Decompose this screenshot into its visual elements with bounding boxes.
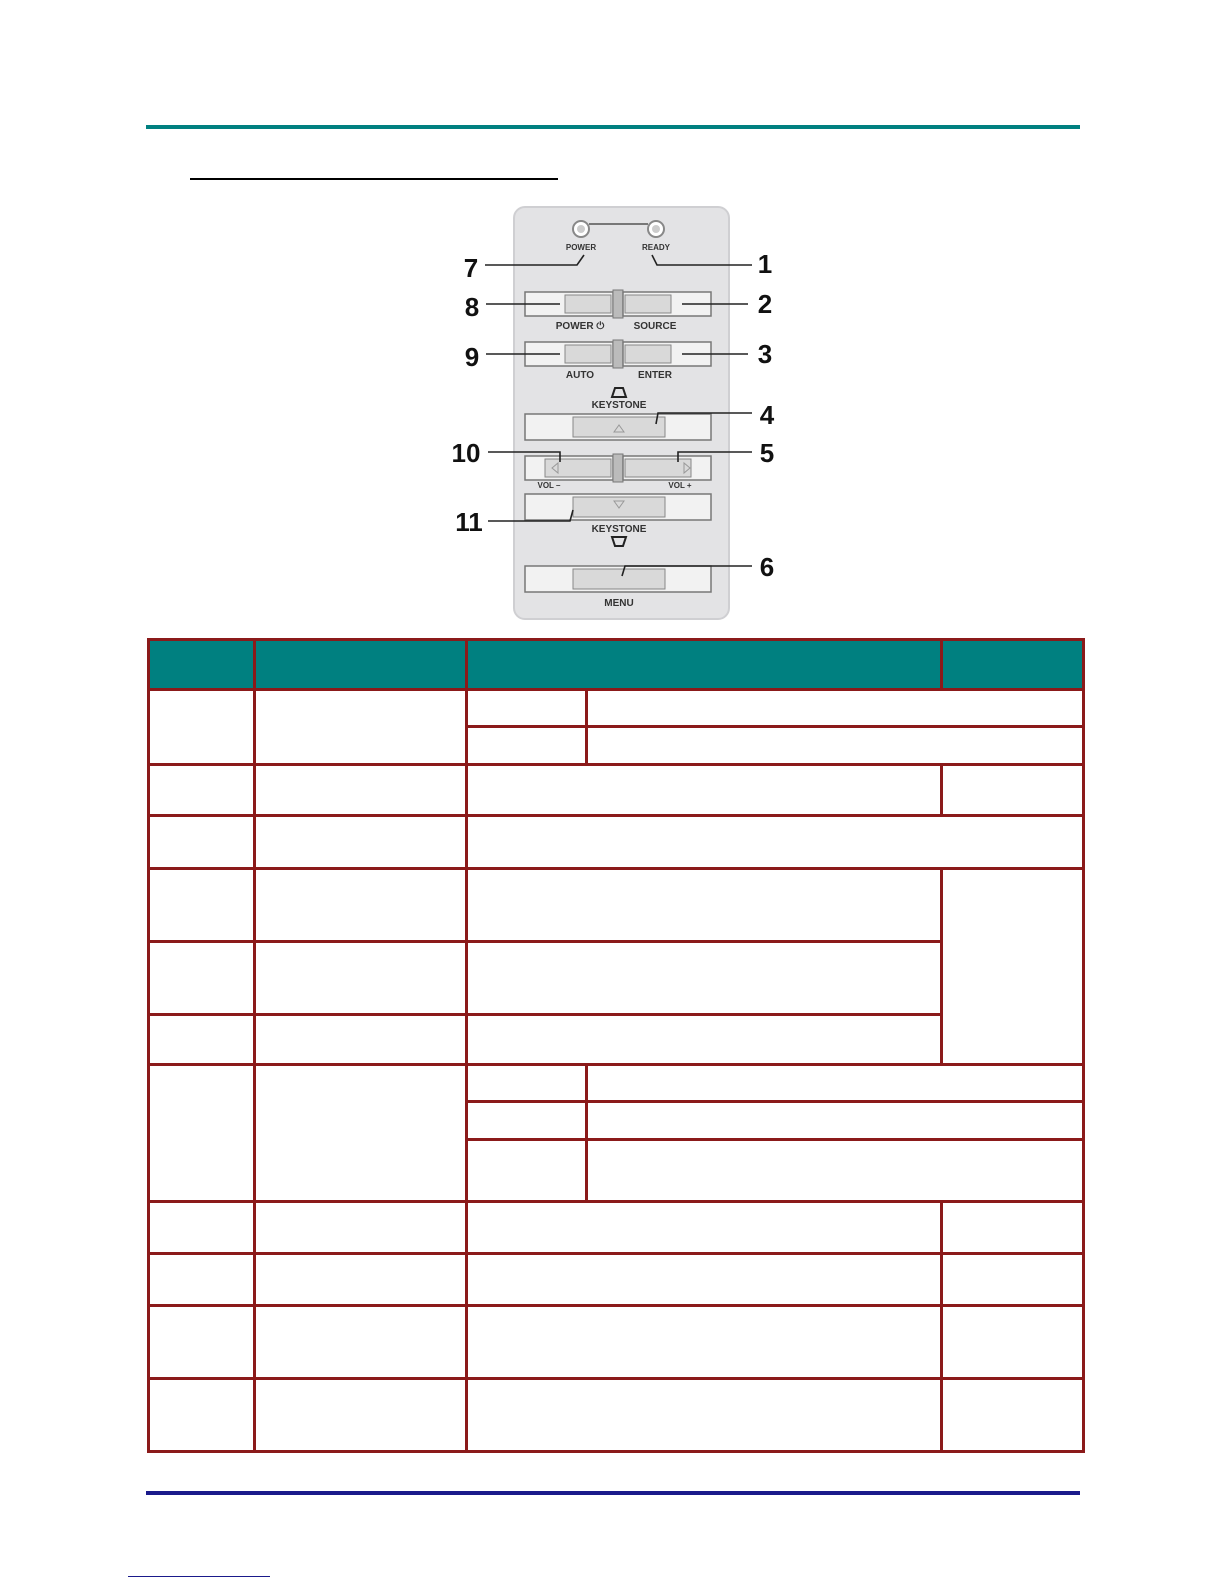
table-cell — [255, 941, 467, 1014]
table-cell — [467, 689, 587, 727]
table-cell — [149, 868, 255, 941]
table-cell — [587, 689, 1084, 727]
source-button-label: SOURCE — [633, 321, 677, 332]
callout-6: 6 — [759, 552, 775, 582]
table-cell — [467, 1305, 942, 1378]
table-row — [149, 1253, 1084, 1305]
table-cell — [467, 1139, 587, 1201]
table-cell — [467, 868, 942, 941]
keystone-bottom-label: KEYSTONE — [591, 524, 647, 535]
table-cell — [587, 1064, 1084, 1102]
table-cell — [255, 1014, 467, 1064]
table-cell — [587, 727, 1084, 765]
table-row — [149, 868, 1084, 941]
callout-2: 2 — [757, 289, 773, 319]
header-cell — [942, 640, 1084, 690]
table-cell — [149, 1378, 255, 1451]
header-cell — [255, 640, 467, 690]
vol-plus-label: VOL + — [668, 481, 692, 490]
callout-7: 7 — [463, 253, 479, 283]
table-cell — [467, 1014, 942, 1064]
menu-button[interactable] — [525, 566, 711, 592]
table-cell — [149, 764, 255, 815]
vol-plus-button[interactable] — [623, 456, 711, 480]
table-cell — [587, 1102, 1084, 1140]
table-cell — [467, 1102, 587, 1140]
ready-led-icon — [648, 221, 664, 237]
table-cell — [942, 1378, 1084, 1451]
table-cell — [255, 689, 467, 764]
table-cell — [149, 941, 255, 1014]
table-cell — [149, 1201, 255, 1253]
table-row — [149, 1378, 1084, 1451]
table-cell — [467, 1064, 587, 1102]
table-cell — [467, 815, 1084, 868]
table-cell — [942, 1253, 1084, 1305]
table-cell — [467, 1201, 942, 1253]
power-led-label: POWER — [565, 243, 597, 252]
keystone-top-icon — [612, 388, 626, 397]
callout-8: 8 — [464, 292, 480, 322]
menu-button-label: MENU — [604, 598, 634, 609]
table-cell — [255, 868, 467, 941]
table-row — [149, 1305, 1084, 1378]
table-cell — [467, 727, 587, 765]
button-divider — [613, 290, 623, 318]
enter-button-label: ENTER — [638, 370, 672, 381]
table-row — [149, 1064, 1084, 1102]
table-cell — [467, 764, 942, 815]
table-cell — [587, 1139, 1084, 1201]
button-divider — [613, 340, 623, 368]
vol-minus-button[interactable] — [525, 456, 613, 480]
control-panel-table — [147, 638, 1085, 1453]
table-cell — [255, 764, 467, 815]
table-row — [149, 689, 1084, 727]
table-cell — [149, 1305, 255, 1378]
keystone-down-button[interactable] — [525, 494, 711, 520]
ready-led-label: READY — [641, 243, 671, 252]
table-header-row — [149, 640, 1084, 690]
table-cell — [255, 1253, 467, 1305]
button-divider — [613, 454, 623, 482]
callout-5: 5 — [759, 438, 775, 468]
table-cell — [149, 1064, 255, 1201]
table-cell — [255, 1378, 467, 1451]
header-cell — [149, 640, 255, 690]
power-led-icon — [573, 221, 589, 237]
table-cell — [255, 815, 467, 868]
table-cell — [149, 1253, 255, 1305]
table-row — [149, 764, 1084, 815]
callout-9: 9 — [464, 342, 480, 372]
table-cell — [149, 815, 255, 868]
keystone-top-label: KEYSTONE — [591, 400, 647, 411]
table-row — [149, 815, 1084, 868]
table-cell — [255, 1064, 467, 1201]
bottom-rule — [146, 1491, 1080, 1495]
callout-1: 1 — [757, 249, 773, 279]
table-cell — [467, 941, 942, 1014]
table-cell — [255, 1201, 467, 1253]
table-cell — [149, 1014, 255, 1064]
table-cell — [255, 1305, 467, 1378]
table-cell — [942, 1201, 1084, 1253]
power-button-label: POWER ⏻ — [555, 321, 605, 332]
callout-10: 10 — [451, 438, 481, 468]
table-row — [149, 1201, 1084, 1253]
table-cell — [467, 1378, 942, 1451]
table-cell — [942, 764, 1084, 815]
table-cell — [942, 868, 1084, 1064]
footer-link-underline — [128, 1576, 270, 1577]
vol-minus-label: VOL – — [537, 481, 561, 490]
keystone-up-button[interactable] — [525, 414, 711, 440]
header-cell — [467, 640, 942, 690]
callout-4: 4 — [759, 400, 775, 430]
keystone-bottom-icon — [612, 537, 626, 546]
table-cell — [942, 1305, 1084, 1378]
callout-11: 11 — [455, 507, 483, 537]
table-cell — [149, 689, 255, 764]
auto-button-label: AUTO — [565, 370, 595, 381]
callout-3: 3 — [757, 339, 773, 369]
table-cell — [467, 1253, 942, 1305]
